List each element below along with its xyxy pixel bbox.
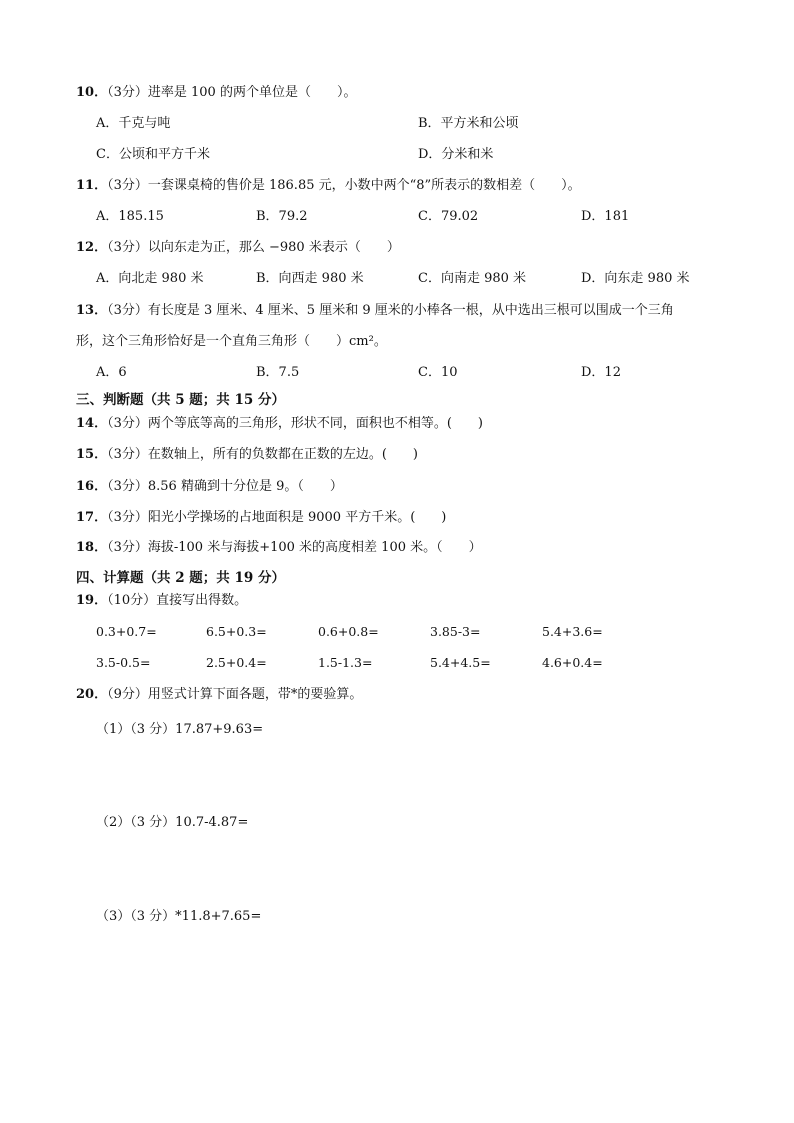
question-text: （3分）海拔-100 米与海拔+100 米的高度相差 100 米。（ ） xyxy=(107,540,482,555)
question-text: （3分）阳光小学操场的占地面积是 9000 平方千米。( ) xyxy=(107,510,447,525)
section-heading-calculation: 四、计算题（共 2 题；共 19 分） xyxy=(76,570,285,586)
question-text: （3分）一套课桌椅的售价是 186.85 元，小数中两个“8”所表示的数相差（ ）。 xyxy=(107,178,581,193)
q19-item: 5.4+3.6= xyxy=(542,624,603,639)
question-text: （3分）以向东走为正，那么 −980 米表示（ ） xyxy=(107,240,400,255)
q19-item: 5.4+4.5= xyxy=(430,655,491,670)
question-14 xyxy=(76,415,483,433)
question-15 xyxy=(76,446,418,464)
question-number: 17． xyxy=(76,510,108,525)
question-19 xyxy=(76,592,247,610)
q12-option-c: C．向南走 980 米 xyxy=(418,271,527,286)
question-12 xyxy=(76,239,400,257)
q20-part-1: （1）（3 分）17.87+9.63= xyxy=(96,722,264,737)
question-number: 12． xyxy=(76,240,108,255)
q19-item: 0.3+0.7= xyxy=(96,624,157,639)
q10-option-d: D．分米和米 xyxy=(418,147,494,162)
section-heading-true-false: 三、判断题（共 5 题；共 15 分） xyxy=(76,392,285,408)
question-number: 14． xyxy=(76,416,108,431)
question-text: （10分）直接写出得数。 xyxy=(107,593,248,608)
question-20 xyxy=(76,686,362,704)
q19-item: 1.5-1.3= xyxy=(318,655,373,670)
question-text: （3分）进率是 100 的两个单位是（ ）。 xyxy=(107,85,357,100)
question-text: （3分）在数轴上，所有的负数都在正数的左边。( ) xyxy=(107,447,419,462)
q13-option-b: B．7.5 xyxy=(256,365,300,380)
question-text: （3分）8.56 精确到十分位是 9。（ ） xyxy=(107,479,343,494)
q19-item: 0.6+0.8= xyxy=(318,624,379,639)
q19-item: 4.6+0.4= xyxy=(542,655,603,670)
question-number: 13． xyxy=(76,303,108,318)
question-13 xyxy=(76,302,674,320)
question-text: （3分）两个等底等高的三角形，形状不同，面积也不相等。( ) xyxy=(107,416,484,431)
question-16 xyxy=(76,478,343,496)
q19-item: 3.5-0.5= xyxy=(96,655,151,670)
question-18 xyxy=(76,539,482,557)
question-number: 19． xyxy=(76,593,108,608)
question-text-line-1: （3分）有长度是 3 厘米、4 厘米、5 厘米和 9 厘米的小棒各一根，从中选出三根可以围成一个三角 xyxy=(107,303,674,318)
q19-item: 2.5+0.4= xyxy=(206,655,267,670)
q11-option-b: B．79.2 xyxy=(256,209,308,224)
q11-option-a: A．185.15 xyxy=(96,209,164,224)
q20-part-2: （2）（3 分）10.7-4.87= xyxy=(96,815,249,830)
question-number: 10． xyxy=(76,85,108,100)
q19-item: 6.5+0.3= xyxy=(206,624,267,639)
question-text: （9分）用竖式计算下面各题，带*的要验算。 xyxy=(107,687,363,702)
q20-part-3: （3）（3 分）*11.8+7.65= xyxy=(96,909,262,924)
q13-option-c: C．10 xyxy=(418,365,458,380)
question-10 xyxy=(76,84,356,102)
q10-option-b: B．平方米和公顷 xyxy=(418,116,519,131)
q11-option-d: D．181 xyxy=(581,209,630,224)
q12-option-a: A．向北走 980 米 xyxy=(96,271,204,286)
q13-option-a: A．6 xyxy=(96,365,127,380)
question-13-line-2: 形，这个三角形恰好是一个直角三角形（ ）cm²。 xyxy=(76,334,387,349)
q12-option-b: B．向西走 980 米 xyxy=(256,271,364,286)
question-number: 18． xyxy=(76,540,108,555)
question-number: 11． xyxy=(76,178,108,193)
question-number: 15． xyxy=(76,447,108,462)
q19-item: 3.85-3= xyxy=(430,624,481,639)
q10-option-a: A．千克与吨 xyxy=(96,116,171,131)
question-number: 16． xyxy=(76,479,108,494)
question-11 xyxy=(76,177,581,195)
question-17 xyxy=(76,509,446,527)
q12-option-d: D．向东走 980 米 xyxy=(581,271,690,286)
q11-option-c: C．79.02 xyxy=(418,209,479,224)
q13-option-d: D．12 xyxy=(581,365,621,380)
question-number: 20． xyxy=(76,687,108,702)
q10-option-c: C．公顷和平方千米 xyxy=(96,147,210,162)
